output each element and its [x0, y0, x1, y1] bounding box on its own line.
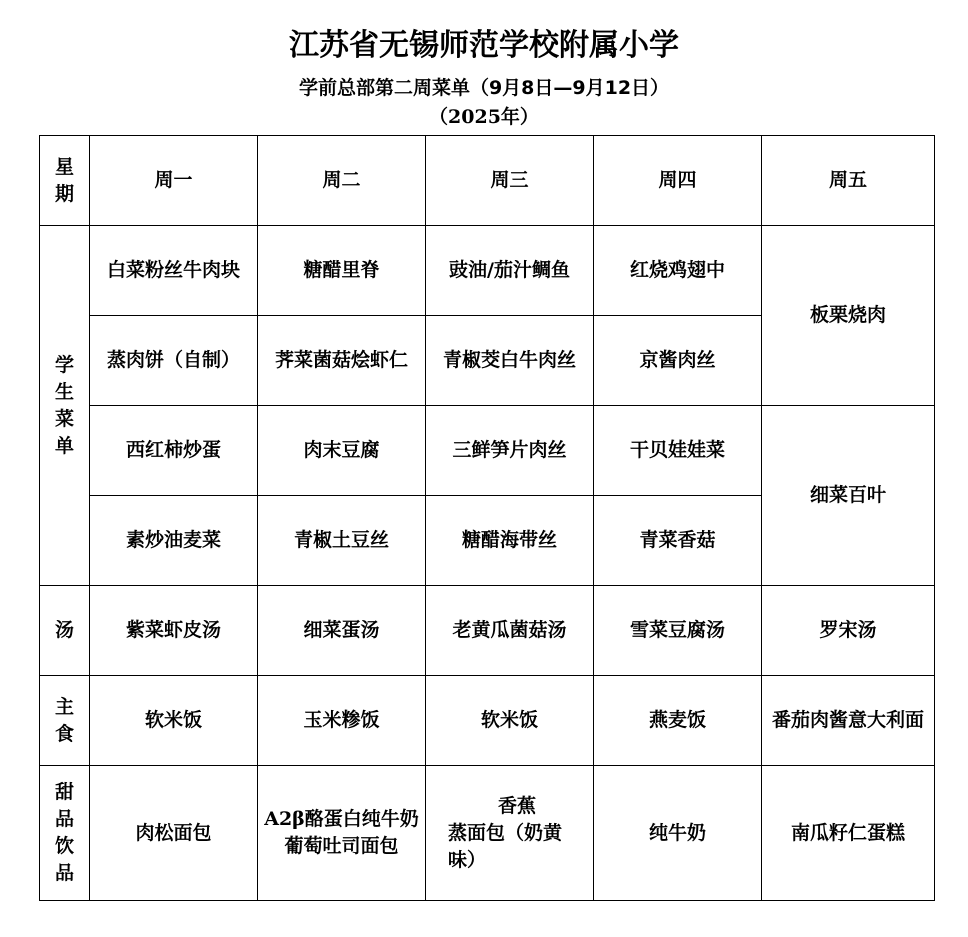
day-friday: 周五 — [762, 136, 935, 226]
soup-label: 汤 — [40, 586, 90, 676]
menu-subtitle: 学前总部第二周菜单（9月8日—9月12日） — [298, 77, 670, 99]
dish-cell: 干贝娃娃菜 — [594, 406, 762, 496]
dessert-line: 香蕉 — [498, 794, 537, 817]
dessert-line: 味） — [448, 848, 487, 871]
dessert-cell-wednesday — [426, 766, 594, 901]
staple-cell: 软米饭 — [90, 676, 258, 766]
dish-cell: 素炒油麦菜 — [90, 496, 258, 586]
dish-cell: 蒸肉饼（自制） — [90, 316, 258, 406]
staple-cell: 番茄肉酱意大利面 — [762, 676, 935, 766]
staple-label: 主 食 — [40, 676, 90, 766]
soup-cell: 雪菜豆腐汤 — [594, 586, 762, 676]
dish-cell: 肉末豆腐 — [258, 406, 426, 496]
dessert-cell-thursday: 纯牛奶 — [594, 766, 762, 901]
friday-dish-cell: 细菜百叶 — [762, 406, 935, 586]
staple-cell: 玉米糁饭 — [258, 676, 426, 766]
dish-cell: 西红柿炒蛋 — [90, 406, 258, 496]
dish-cell: 青椒茭白牛肉丝 — [426, 316, 594, 406]
dish-cell: 豉油/茄汁鲷鱼 — [426, 226, 594, 316]
school-title: 江苏省无锡师范学校附属小学 — [289, 28, 679, 63]
dessert-cell-tuesday — [258, 766, 426, 901]
day-tuesday: 周二 — [258, 136, 426, 226]
dish-cell: 糖醋里脊 — [258, 226, 426, 316]
dessert-line: 葡萄吐司面包 — [284, 835, 399, 857]
soup-cell: 紫菜虾皮汤 — [90, 586, 258, 676]
day-thursday: 周四 — [594, 136, 762, 226]
soup-row — [40, 586, 935, 676]
weekday-label-cell: 星 期 — [40, 136, 90, 226]
day-wednesday: 周三 — [426, 136, 594, 226]
dish-cell: 红烧鸡翅中 — [594, 226, 762, 316]
dish-cell: 白菜粉丝牛肉块 — [90, 226, 258, 316]
soup-cell: 罗宋汤 — [762, 586, 935, 676]
staple-cell: 软米饭 — [426, 676, 594, 766]
dessert-cell-friday: 南瓜籽仁蛋糕 — [762, 766, 935, 901]
dish-cell: 青椒土豆丝 — [258, 496, 426, 586]
dish-cell: 三鲜笋片肉丝 — [426, 406, 594, 496]
dish-cell: 青菜香菇 — [594, 496, 762, 586]
dessert-line: 蒸面包（奶黄 — [448, 821, 563, 844]
weekly-menu-table — [39, 135, 935, 901]
student-menu-row — [40, 406, 935, 496]
soup-cell: 细菜蛋汤 — [258, 586, 426, 676]
dessert-cell-monday: 肉松面包 — [90, 766, 258, 901]
student-menu-label: 学 生 菜 单 — [40, 226, 90, 586]
friday-dish-cell: 板栗烧肉 — [762, 226, 935, 406]
soup-cell: 老黄瓜菌菇汤 — [426, 586, 594, 676]
dessert-label: 甜 品 饮 品 — [40, 766, 90, 901]
staple-cell: 燕麦饭 — [594, 676, 762, 766]
staple-row — [40, 676, 935, 766]
dessert-row — [40, 766, 935, 901]
dish-cell: 荠菜菌菇烩虾仁 — [258, 316, 426, 406]
dish-cell: 糖醋海带丝 — [426, 496, 594, 586]
header-row — [40, 136, 935, 226]
day-monday: 周一 — [90, 136, 258, 226]
menu-year: （2025年） — [429, 106, 539, 128]
student-menu-row — [40, 226, 935, 316]
dish-cell: 京酱肉丝 — [594, 316, 762, 406]
dessert-line: A2β酪蛋白纯牛奶 — [264, 808, 419, 830]
